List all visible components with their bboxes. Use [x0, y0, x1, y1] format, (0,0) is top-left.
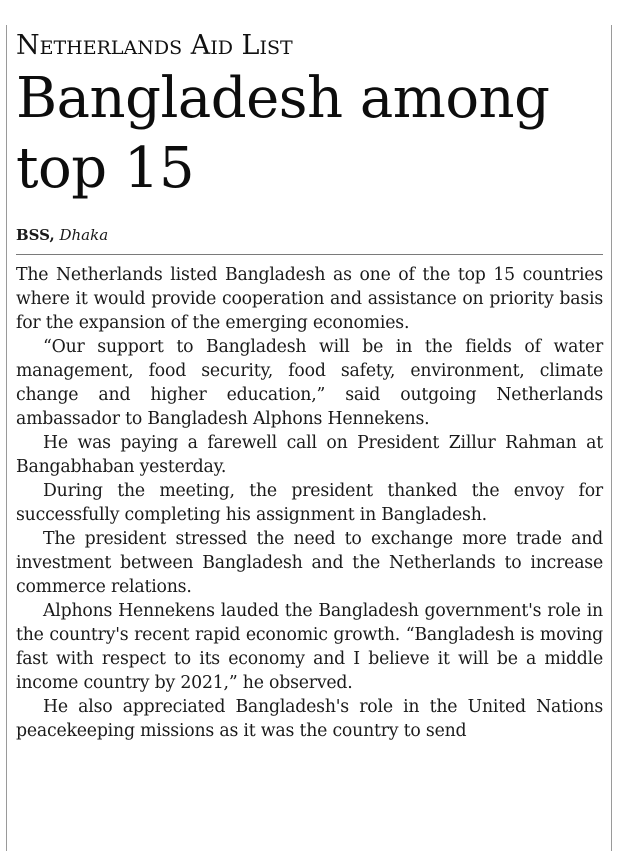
paragraph: He was paying a farewell call on President Zillur Rahman at Bangabhaban yesterday. — [16, 433, 603, 477]
headline: Bangladesh among top 15 — [16, 66, 550, 201]
paragraph: Alphons Hennekens lauded the Bangladesh government's role in the country's recent rapid economic growth. “Bangladesh is moving fast with respect to its economy and I believe it will be a middle income country by 2021,” he observed. — [16, 601, 603, 693]
paragraph: During the meeting, the president thanked the envoy for successfully completing his assignment in Bangladesh. — [16, 481, 603, 525]
paragraph: The president stressed the need to exchange more trade and investment between Bangladesh and the Netherlands to increase commerce relations. — [16, 529, 603, 597]
column-rule-left — [6, 25, 7, 851]
byline-place: Dhaka — [59, 226, 109, 244]
paragraph: He also appreciated Bangladesh's role in the United Nations peacekeeping missions as it was the country to send — [16, 697, 603, 741]
paragraph: The Netherlands listed Bangladesh as one of the top 15 countries where it would provide cooperation and assistance on priority basis for the expansion of the emerging economies. — [16, 265, 603, 333]
article-body — [16, 263, 603, 743]
kicker: Netherlands Aid List — [16, 30, 293, 61]
column-rule-right — [611, 25, 612, 851]
byline-agency: BSS, — [16, 226, 55, 244]
byline — [16, 224, 603, 246]
paragraph: “Our support to Bangladesh will be in the fields of water management, food security, food safety, environment, climate change and higher education,” said outgoing Netherlands ambassador to Bangladesh Alphons Hennekens. — [16, 337, 603, 429]
byline-divider — [16, 254, 603, 255]
article — [16, 28, 603, 743]
